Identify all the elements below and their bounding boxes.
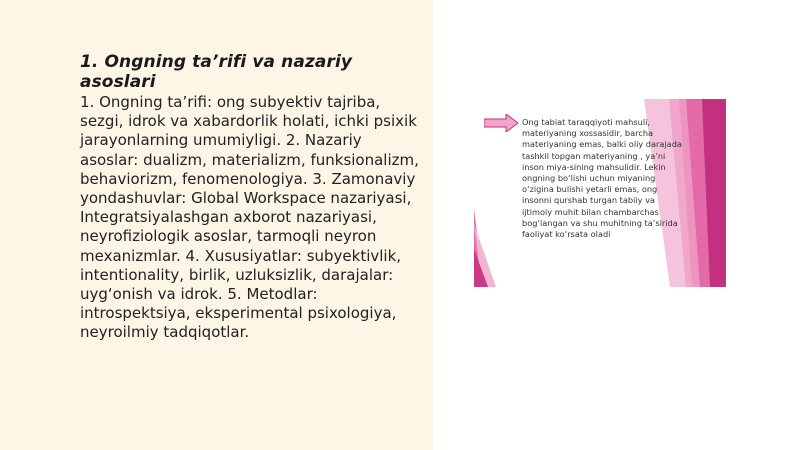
slide-image [474, 99, 726, 287]
right-arrow-icon [484, 114, 518, 132]
image-caption-text: Ong tabiat taraqqiyoti mahsuli, materiyaning xossasidir, barcha materiyaning emas, balki oliy darajada tashkil topgan materiyaning , ya’ni inson miya-sining mahsulidir. Lekin ongning bo‘lishi uchun miyaning o‘zigina bulishi yetarli emas, ong insonni qurshab turgan tabiiy va ijtimoiy muhit bilan chambarchas bog‘langan va shu muhitning ta’sirida faoliyat ko‘rsata oladi [522, 117, 682, 240]
slide-title: 1. Ongning ta’rifi va nazariy asoslari [80, 52, 353, 92]
slide-body-text: 1. Ongning ta’rifi: ong subyektiv tajriba, sezgi, idrok va xabardorlik holati, ichki psixik jarayonlarning umumiyligi. 2. Nazariy asoslar: dualizm, materializm, funksionalizm, behaviorizm, fenomenologiya. 3. Zamonaviy yondashuvlar: Global Workspace nazariyasi, Integratsiyalashgan axborot nazariyasi, neyrofiziologik asoslar, tarmoqli neyron mexanizmlar. 4. Xususiyatlar: subyektivlik, intentionality, birlik, uzluksizlik, darajalar: uyg‘onish va idrok. 5. Metodlar: introspektsiya, eksperimental psixologiya, neyroilmiy tadqiqotlar. [80, 93, 419, 342]
